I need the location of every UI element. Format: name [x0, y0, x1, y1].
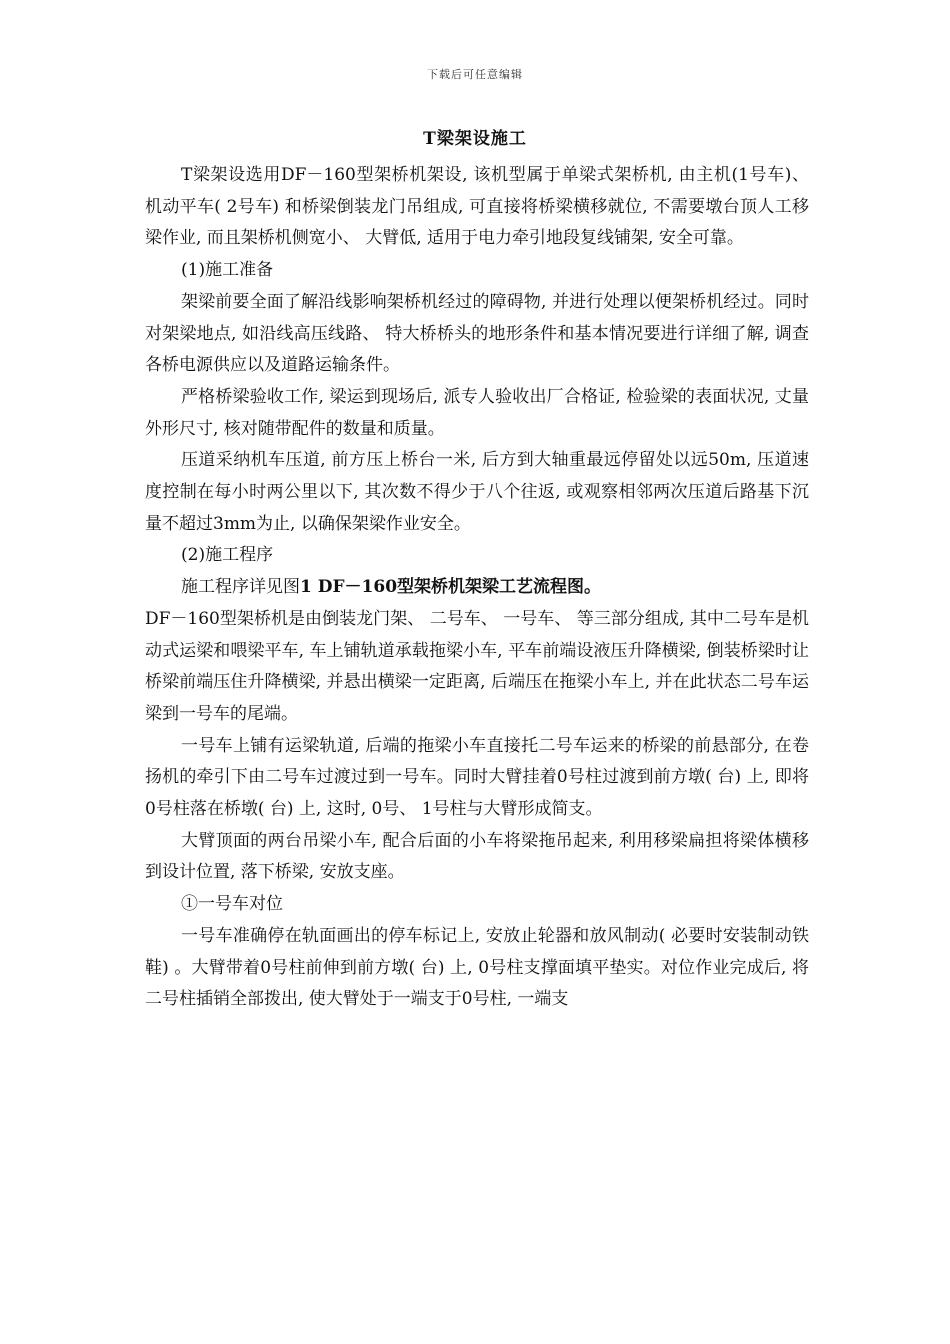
page-header-note: 下载后可任意编辑 — [427, 68, 523, 81]
figure-reference: 1 DF－160型架桥机架梁工艺流程图。 — [300, 577, 602, 598]
document-title: T梁架设施工 — [423, 129, 527, 149]
paragraph-positioning: 一号车准确停在轨面画出的停车标记上, 安放止轮器和放风制动( 必要时安装制动铁鞋) 。大臂带着0号柱前伸到前方墩( 台) 上, 0号柱支撑面填平垫实。对位作业完成后, 将二号柱插销全部拨出, 使大臂处于一端支于0号柱, 一端支 — [145, 925, 809, 1010]
paragraph-acceptance: 严格桥梁验收工作, 梁运到现场后, 派专人验收出厂合格证, 检验梁的表面状况, 丈量外形尺寸, 核对随带配件的数量和质量。 — [145, 386, 809, 439]
section-heading-procedure: (2)施工程序 — [181, 545, 274, 566]
paragraph-machine-composition: DF－160型架桥机是由倒装龙门架、 二号车、 一号车、 等三部分组成, 其中二号车是机动式运梁和喂梁平车, 车上铺轨道承载拖梁小车, 平车前端设液压升降横梁, 倒装桥梁时让桥梁前端压住升降横梁, 并悬出横梁一定距离, 后端压在拖梁小车上, 并在此状态二号车运梁到一号车的尾端。 — [145, 608, 809, 724]
paragraph-lifting: 大臂顶面的两台吊梁小车, 配合后面的小车将梁拖吊起来, 利用移梁扁担将梁体横移到设计位置, 落下桥梁, 安放支座。 — [145, 830, 809, 883]
document-body — [145, 160, 809, 1016]
section-heading-preparation: (1)施工准备 — [181, 260, 274, 281]
paragraph-track-compaction: 压道采纳机车压道, 前方压上桥台一米, 后方到大轴重最远停留处以远50m, 压道速度控制在每小时两公里以下, 其次数不得少于八个往返, 或观察相邻两次压道后路基下沉量不超过3mm为止, 以确保架梁作业安全。 — [145, 450, 809, 534]
paragraph-car-one: 一号车上铺有运梁轨道, 后端的拖梁小车直接托二号车运来的桥梁的前悬部分, 在卷扬机的牵引下由二号车过渡过到一号车。同时大臂挂着0号柱过渡到前方墩( 台) 上, 即将0号柱落在桥墩( 台) 上, 这时, 0号、 1号柱与大臂形成简支。 — [145, 735, 809, 820]
paragraph-intro: T梁架设选用DF－160型架桥机架设, 该机型属于单梁式架桥机, 由主机(1号车)、 机动平车( 2号车) 和桥梁倒装龙门吊组成, 可直接将桥梁横移就位, 不需要墩台顶人工移梁作业, 而且架桥机侧宽小、 大臂低, 适用于电力牵引地段复线铺架, 安全可靠。 — [145, 165, 809, 249]
paragraph-procedure-reference — [145, 572, 809, 604]
section-heading-positioning: ①一号车对位 — [181, 894, 283, 915]
procedure-reference-text: 施工程序详见图 — [181, 577, 300, 598]
paragraph-preparation-survey: 架梁前要全面了解沿线影响架桥机经过的障碍物, 并进行处理以便架桥机经过。同时对架梁地点, 如沿线高压线路、 特大桥桥头的地形条件和基本情况要进行详细了解, 调查各桥电源供应以及道路运输条件。 — [145, 291, 809, 376]
